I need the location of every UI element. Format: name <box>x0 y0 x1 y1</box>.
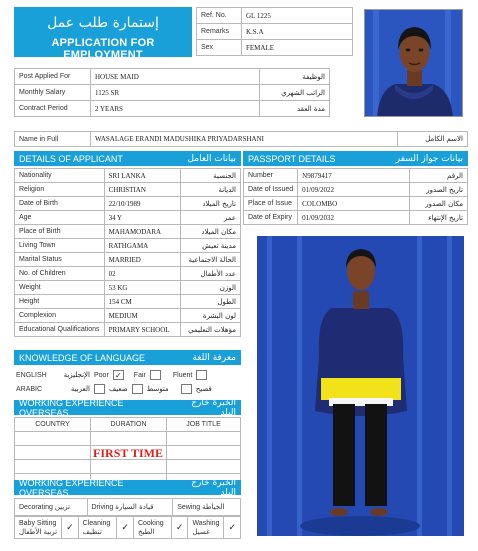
english-poor-label: Poor <box>94 371 109 379</box>
sewing-label-ar: الخياطة <box>202 503 225 511</box>
salary-label-ar: الراتب الشهري <box>260 85 330 101</box>
applicant-label: Marital Status <box>15 253 105 267</box>
skills-table-2 <box>14 516 241 539</box>
passport-label-ar: تاريخ الصدور <box>410 183 468 197</box>
col-duration: DURATION <box>91 418 167 432</box>
passport-label-ar: مكان الصدور <box>410 197 468 211</box>
full-name-row <box>14 131 468 147</box>
applicant-row <box>15 183 241 197</box>
driving-label: Driving <box>91 504 114 511</box>
baby-sitting-cell <box>15 517 62 539</box>
decorating-label-ar: تزيين <box>54 503 71 511</box>
applicant-label-ar: مدينة تعيش <box>181 239 241 253</box>
english-fair-label: Fair <box>133 371 146 379</box>
post-value: HOUSE MAID <box>91 69 260 85</box>
driving-label-ar: قيادة السيارة <box>115 503 154 511</box>
arabic-poor-label-ar: ضعيف <box>109 385 128 393</box>
applicant-label: No. of Children <box>15 267 105 281</box>
post-table <box>14 68 330 117</box>
full-body-photo <box>257 236 464 536</box>
english-fair-checkbox[interactable] <box>150 370 161 380</box>
full-name-label: Name in Full <box>15 132 91 147</box>
applicant-value: MAHAMODARA <box>104 225 180 239</box>
decorating-cell <box>15 499 88 516</box>
english-fluent-label: Fluent <box>172 371 193 379</box>
experience-title-en: WORKING EXPERIENCE OVERSEAS <box>19 397 124 418</box>
applicant-label: Date of Birth <box>15 197 105 211</box>
english-label: ENGLISH <box>16 371 47 379</box>
washing-check[interactable]: ✓ <box>224 517 241 539</box>
contract-label: Contract Period <box>15 101 91 117</box>
experience-section-title <box>14 397 241 418</box>
applicant-row <box>15 239 241 253</box>
applicant-value: 53 KG <box>104 281 180 295</box>
arabic-label: ARABIC <box>16 385 43 393</box>
applicant-value: MARRIED <box>104 253 180 267</box>
arabic-poor-checkbox[interactable] <box>94 384 105 394</box>
applicant-label-ar: الوزن <box>181 281 241 295</box>
passport-label: Date of Issued <box>244 183 298 197</box>
ref-no-value: GL 1225 <box>242 8 353 24</box>
applicant-label: Height <box>15 295 105 309</box>
full-name-label-ar: الاسم الكامل <box>398 132 468 147</box>
passport-value: N9879417 <box>298 169 410 183</box>
cleaning-cell <box>78 517 117 539</box>
applicant-value: MEDIUM <box>104 309 180 323</box>
applicant-row <box>15 169 241 183</box>
applicant-row <box>15 197 241 211</box>
passport-label: Place of Issue <box>244 197 298 211</box>
passport-title-en: PASSPORT DETAILS <box>248 153 336 164</box>
contract-label-ar: مدة العقد <box>260 101 330 117</box>
sewing-cell <box>173 499 241 516</box>
cooking-cell <box>133 517 171 539</box>
skills-section-title <box>14 477 241 498</box>
ref-table <box>196 7 353 56</box>
applicant-label-ar: الديانة <box>181 183 241 197</box>
arabic-label-ar: العربية <box>70 385 90 393</box>
cleaning-label: Cleaning <box>82 519 111 527</box>
salary-value: 1125 SR <box>91 85 260 101</box>
salary-label: Monthly Salary <box>15 85 91 101</box>
english-row <box>16 368 241 382</box>
applicant-row <box>15 253 241 267</box>
baby-sitting-label-ar: تربية الأطفال <box>19 527 58 536</box>
washing-label: Washing <box>192 519 220 527</box>
portrait-photo <box>364 9 463 117</box>
col-job-title: JOB TITLE <box>167 418 241 432</box>
applicant-value: PRIMARY SCHOOL <box>104 323 180 337</box>
washing-label-ar: غسيل <box>192 527 210 536</box>
applicant-section-title <box>14 151 241 166</box>
applicant-label: Place of Birth <box>15 225 105 239</box>
header-title-ar: إستمارة طلب عمل <box>47 15 159 31</box>
cleaning-label-ar: تنظيف <box>82 527 102 536</box>
decorating-label: Decorating <box>19 504 53 511</box>
remarks-label: Remarks <box>197 24 242 40</box>
applicant-label-ar: الجنسية <box>181 169 241 183</box>
applicant-label-ar: تاريخ الميلاد <box>181 197 241 211</box>
applicant-value: CHRISTIAN <box>104 183 180 197</box>
passport-value: 01/09/2022 <box>298 183 410 197</box>
applicant-label-ar: مكان الميلاد <box>181 225 241 239</box>
skills-table <box>14 498 241 516</box>
applicant-row <box>15 281 241 295</box>
language-title-en: KNOWLEDGE OF LANGUAGE <box>19 352 146 363</box>
cooking-label: Cooking <box>137 519 164 527</box>
passport-row <box>244 197 468 211</box>
post-label-ar: الوظيفة <box>260 69 330 85</box>
contract-value: 2 YEARS <box>91 101 260 117</box>
applicant-label: Living Town <box>15 239 105 253</box>
applicant-value: 22/10/1989 <box>104 197 180 211</box>
applicant-label: Religion <box>15 183 105 197</box>
applicant-label-ar: عدد الأطفال <box>181 267 241 281</box>
applicant-label: Nationality <box>15 169 105 183</box>
cooking-check[interactable]: ✓ <box>171 517 188 539</box>
passport-label: Date of Expiry <box>244 211 298 225</box>
applicant-label: Educational Qualifications <box>15 323 105 337</box>
passport-label-ar: تاريخ الإنتهاء <box>410 211 468 225</box>
post-label: Post Applied For <box>15 69 91 85</box>
arabic-fluent-label-ar: فصيح <box>195 385 212 393</box>
passport-row <box>244 183 468 197</box>
english-label-ar: الإنجليزية <box>63 371 90 379</box>
sewing-label: Sewing <box>177 504 201 511</box>
baby-sitting-check[interactable]: ✓ <box>62 517 79 539</box>
passport-label: Number <box>244 169 298 183</box>
remarks-value: K.S.A <box>242 24 353 40</box>
applicant-value: 154 CM <box>104 295 180 309</box>
applicant-label: Complexion <box>15 309 105 323</box>
arabic-fair-label-ar: متوسط <box>146 385 169 393</box>
applicant-row <box>15 309 241 323</box>
skills-title-ar: الخبرة خارج البلد <box>191 477 236 498</box>
passport-table <box>243 168 468 225</box>
applicant-label-ar: الحالة الاجتماعية <box>181 253 241 267</box>
cooking-label-ar: الطبخ <box>137 527 155 536</box>
language-section-title <box>14 350 241 365</box>
applicant-row <box>15 295 241 309</box>
applicant-label-ar: مؤهلات التعليمي <box>181 323 241 337</box>
applicant-row <box>15 267 241 281</box>
passport-value: COLOMBO <box>298 197 410 211</box>
arabic-row <box>16 382 241 396</box>
english-poor-checkbox[interactable]: ✓ <box>113 370 124 380</box>
sex-value: FEMALE <box>242 40 353 56</box>
ref-no-label: Ref. No. <box>197 8 242 24</box>
applicant-title-ar: بيانات العامل <box>187 153 236 164</box>
applicant-label-ar: لون البشرة <box>181 309 241 323</box>
applicant-value: 34 Y <box>104 211 180 225</box>
applicant-title-en: DETAILS OF APPLICANT <box>19 153 123 164</box>
passport-row <box>244 169 468 183</box>
applicant-label-ar: عمر <box>181 211 241 225</box>
applicant-row <box>15 225 241 239</box>
driving-cell <box>87 499 173 516</box>
passport-label-ar: الرقم <box>410 169 468 183</box>
washing-cell <box>188 517 224 539</box>
experience-title-ar: الخبرة خارج البلد <box>191 397 236 418</box>
language-title-ar: معرفة اللغة <box>192 352 236 363</box>
form-header <box>14 7 192 61</box>
applicant-value: 02 <box>104 267 180 281</box>
passport-value: 01/09/2032 <box>298 211 410 225</box>
applicant-label: Age <box>15 211 105 225</box>
skills-title-en: WORKING EXPERIENCE OVERSEAS <box>19 477 124 498</box>
arabic-fluent-checkbox[interactable] <box>181 384 192 394</box>
applicant-label-ar: الطول <box>181 295 241 309</box>
applicant-value: SRI LANKA <box>104 169 180 183</box>
passport-title-ar: بيانات جواز السفر <box>395 153 463 164</box>
baby-sitting-label: Baby Sitting <box>19 519 57 527</box>
col-country: COUNTRY <box>15 418 91 432</box>
passport-row <box>244 211 468 225</box>
applicant-value: RATHGAMA <box>104 239 180 253</box>
applicant-table <box>14 168 241 337</box>
arabic-fair-checkbox[interactable] <box>132 384 143 394</box>
applicant-row <box>15 211 241 225</box>
applicant-row <box>15 323 241 337</box>
full-body-illustration <box>257 236 464 536</box>
cleaning-check[interactable]: ✓ <box>117 517 134 539</box>
passport-section-title <box>243 151 468 166</box>
english-fluent-checkbox[interactable] <box>196 370 207 380</box>
applicant-label: Weight <box>15 281 105 295</box>
full-name-value: WASALAGE ERANDI MADUSHIKA PRIYADARSHANI <box>91 132 398 147</box>
first-time-stamp: FIRST TIME <box>93 446 163 460</box>
sex-label: Sex <box>197 40 242 56</box>
portrait-illustration <box>365 10 463 117</box>
header-title-en: APPLICATION FOR EMPLOYMENT <box>51 37 155 61</box>
